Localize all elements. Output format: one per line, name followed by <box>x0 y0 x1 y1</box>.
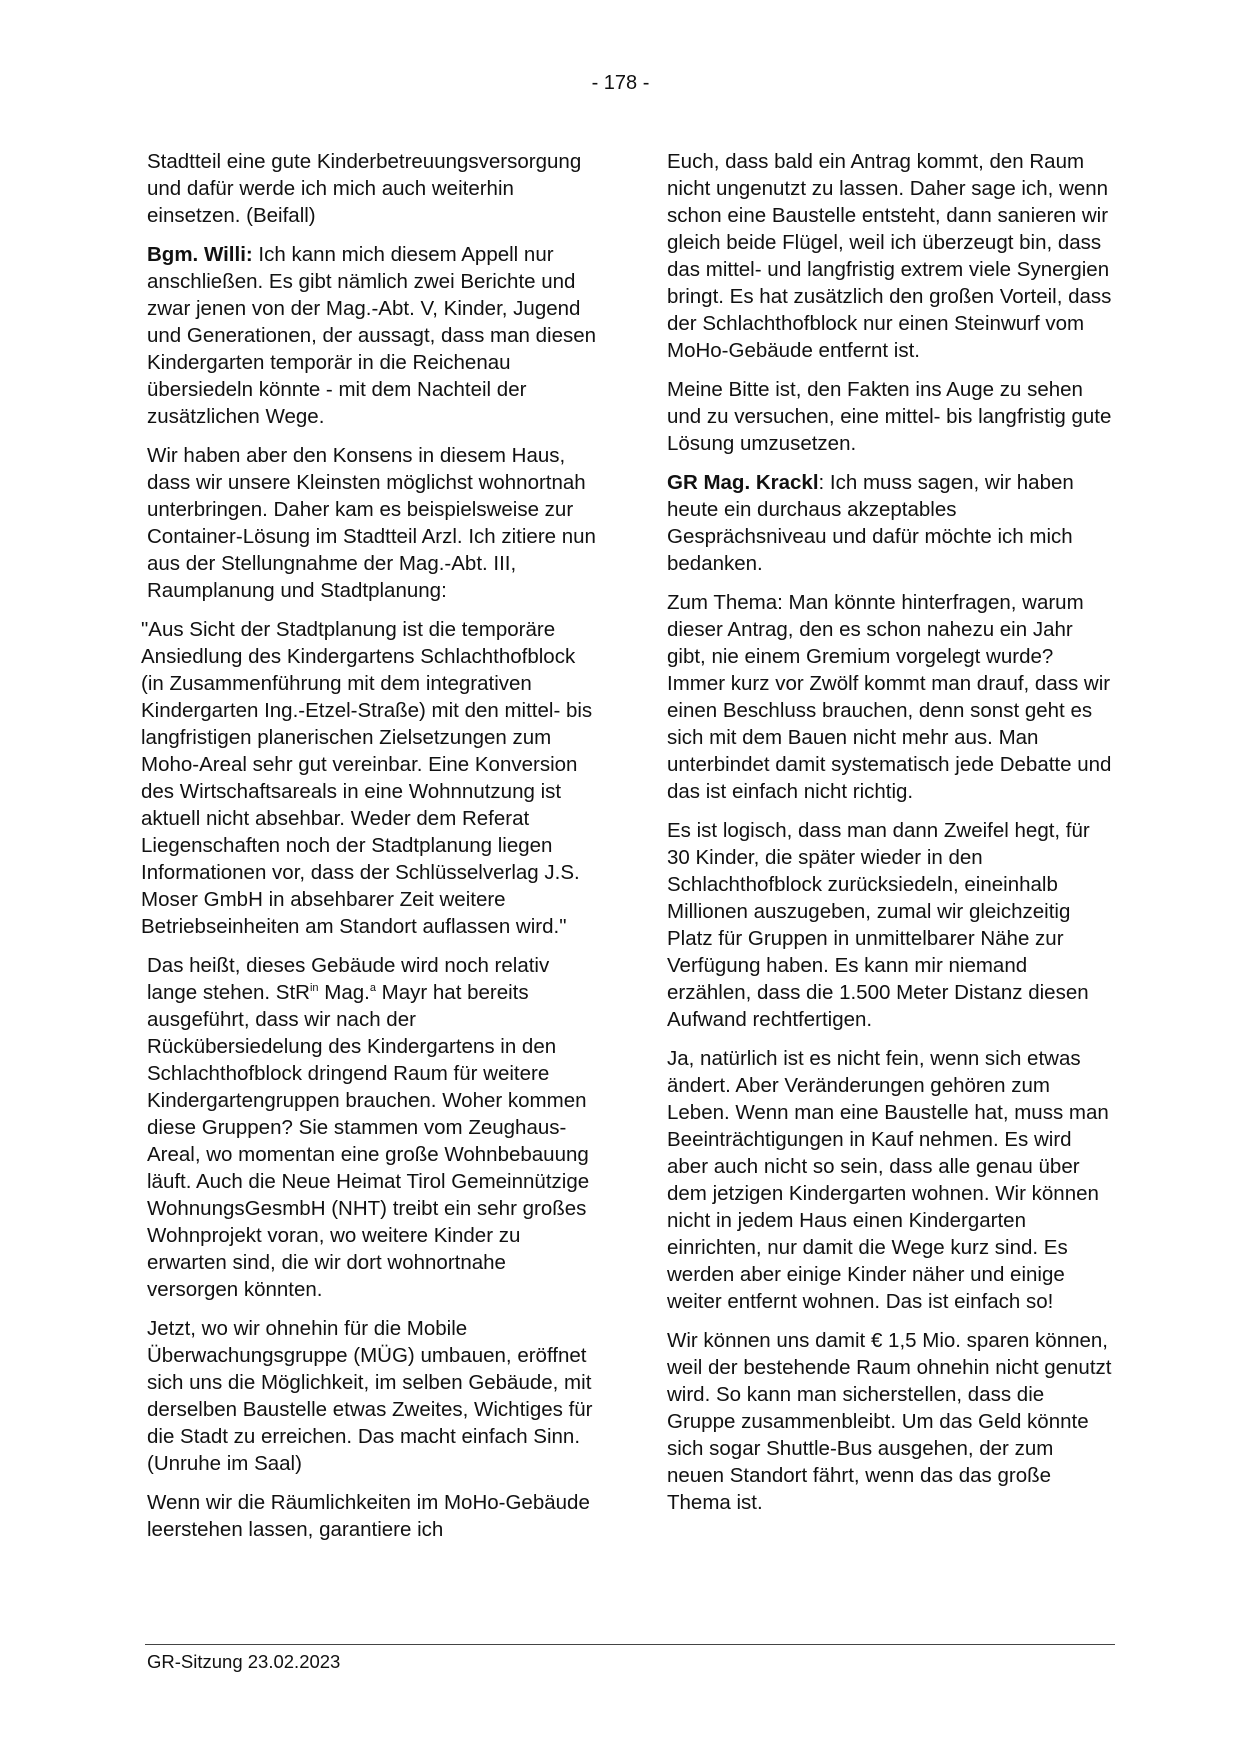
quotation: "Aus Sicht der Stadtplanung ist die temporäre Ansiedlung des Kindergartens Schlachthofblock (in Zusammenführung mit dem integrativen Kindergarten Ing.-Etzel-Straße) mit den mittel- bis langfristigen planerischen Zielsetzungen zum Moho-Areal sehr gut vereinbar. Eine Konversion des Wirtschaftsareals in eine Wohnnutzung ist aktuell nicht absehbar. Weder dem Referat Liegenschaften noch der Stadtplanung liegen Informationen vor, dass der Schlüsselverlag J.S. Moser GmbH in absehbarer Zeit weitere Betriebseinheiten am Standort auflassen wird." <box>141 618 593 938</box>
text-run: Mayr hat bereits ausgeführt, dass wir nach der Rückübersiedelung des Kindergartens in den Schlachthofblock dringend Raum für weitere Kindergartengruppen brauchen. Woher kommen diese Gruppen? Sie stammen vom Zeughaus-Areal, wo momentan eine große Wohnbebauung läuft. Auch die Neue Heimat Tirol Gemeinnützige WohnungsGesmbH (NHT) treibt ein sehr großes Wohnprojekt voran, wo weitere Kinder zu erwarten sind, die wir dort wohnortnahe versorgen könnten. <box>147 981 590 1301</box>
paragraph <box>147 241 597 430</box>
paragraph: Meine Bitte ist, den Fakten ins Auge zu sehen und zu versuchen, eine mittel- bis langfristig gute Lösung umzusetzen. <box>667 378 1112 455</box>
right-column <box>667 148 1115 1528</box>
paragraph: Ja, natürlich ist es nicht fein, wenn sich etwas ändert. Aber Veränderungen gehören zum Leben. Wenn man eine Baustelle hat, muss man Beeinträchtigungen in Kauf nehmen. Es wird aber auch nicht so sein, dass alle genau über dem jetzigen Kindergarten wohnen. Wir können nicht in jedem Haus einen Kindergarten einrichten, nur damit die Wege kurz sind. Es werden aber einige Kinder näher und einige weiter entfernt wohnen. Das ist einfach so! <box>667 1047 1109 1313</box>
paragraph: Zum Thema: Man könnte hinterfragen, warum dieser Antrag, den es schon nahezu ein Jahr gibt, nie einem Gremium vorgelegt wurde? Immer kurz vor Zwölf kommt man drauf, dass wir einen Beschluss brauchen, denn sonst geht es sich mit dem Bauen nicht mehr aus. Man unterbindet damit systematisch jede Debatte und das ist einfach nicht richtig. <box>667 591 1112 803</box>
footer-divider <box>145 1644 1115 1645</box>
paragraph: Jetzt, wo wir ohnehin für die Mobile Überwachungsgruppe (MÜG) umbauen, eröffnet sich uns die Möglichkeit, im selben Gebäude, mit derselben Baustelle etwas Zweites, Wichtiges für die Stadt zu erreichen. Das macht einfach Sinn. (Unruhe im Saal) <box>147 1317 593 1475</box>
speech-text: : Ich muss sagen, wir haben heute ein durchaus akzeptables Gesprächsniveau und dafür möchte ich mich bedanken. <box>667 471 1074 575</box>
speaker-name: GR Mag. Krackl <box>667 471 819 494</box>
page-number: - 178 - <box>591 72 650 94</box>
speech-text: Ich kann mich diesem Appell nur anschließen. Es gibt nämlich zwei Berichte und zwar jenen von der Mag.-Abt. V, Kinder, Jugend und Generationen, der aussagt, dass man diesen Kindergarten temporär in die Reichenau übersiedeln könnte - mit dem Nachteil der zusätzlichen Wege. <box>147 243 597 428</box>
text-run: Das heißt, dieses Gebäude wird noch relativ lange stehen. StR <box>147 954 550 1004</box>
paragraph: Wir haben aber den Konsens in diesem Haus, dass wir unsere Kleinsten möglichst wohnortnah unterbringen. Daher kam es beispielsweise zur Container-Lösung im Stadtteil Arzl. Ich zitiere nun aus der Stellungnahme der Mag.-Abt. III, Raumplanung und Stadtplanung: <box>147 444 596 602</box>
superscript: a <box>369 982 376 995</box>
paragraph: Stadtteil eine gute Kinderbetreuungsversorgung und dafür werde ich mich auch weiterhin einsetzen. (Beifall) <box>147 150 582 227</box>
speaker-name: Bgm. Willi: <box>147 243 253 266</box>
left-column <box>141 148 597 1555</box>
paragraph <box>147 952 597 1303</box>
footer-session-date: GR-Sitzung 23.02.2023 <box>147 1651 341 1672</box>
superscript: in <box>309 982 319 995</box>
paragraph: Euch, dass bald ein Antrag kommt, den Raum nicht ungenutzt zu lassen. Daher sage ich, wenn schon eine Baustelle entsteht, dann sanieren wir gleich beide Flügel, weil ich überzeugt bin, dass das mittel- und langfristig extrem viele Synergien bringt. Es hat zusätzlich den großen Vorteil, dass der Schlachthofblock nur einen Steinwurf vom MoHo-Gebäude entfernt ist. <box>667 150 1112 362</box>
paragraph <box>667 469 1115 577</box>
text-run: Mag. <box>318 981 370 1004</box>
paragraph: Wenn wir die Räumlichkeiten im MoHo-Gebäude leerstehen lassen, garantiere ich <box>147 1491 590 1541</box>
paragraph: Wir können uns damit € 1,5 Mio. sparen können, weil der bestehende Raum ohnehin nicht genutzt wird. So kann man sicherstellen, dass die Gruppe zusammenbleibt. Um das Geld könnte sich sogar Shuttle-Bus ausgehen, der zum neuen Standort fährt, wenn das das große Thema ist. <box>667 1329 1112 1514</box>
paragraph: Es ist logisch, dass man dann Zweifel hegt, für 30 Kinder, die später wieder in den Schlachthofblock zurücksiedeln, eineinhalb Millionen auszugeben, zumal wir gleichzeitig Platz für Gruppen in unmittelbarer Nähe zur Verfügung haben. Es kann mir niemand erzählen, dass die 1.500 Meter Distanz diesen Aufwand rechtfertigen. <box>667 819 1090 1031</box>
